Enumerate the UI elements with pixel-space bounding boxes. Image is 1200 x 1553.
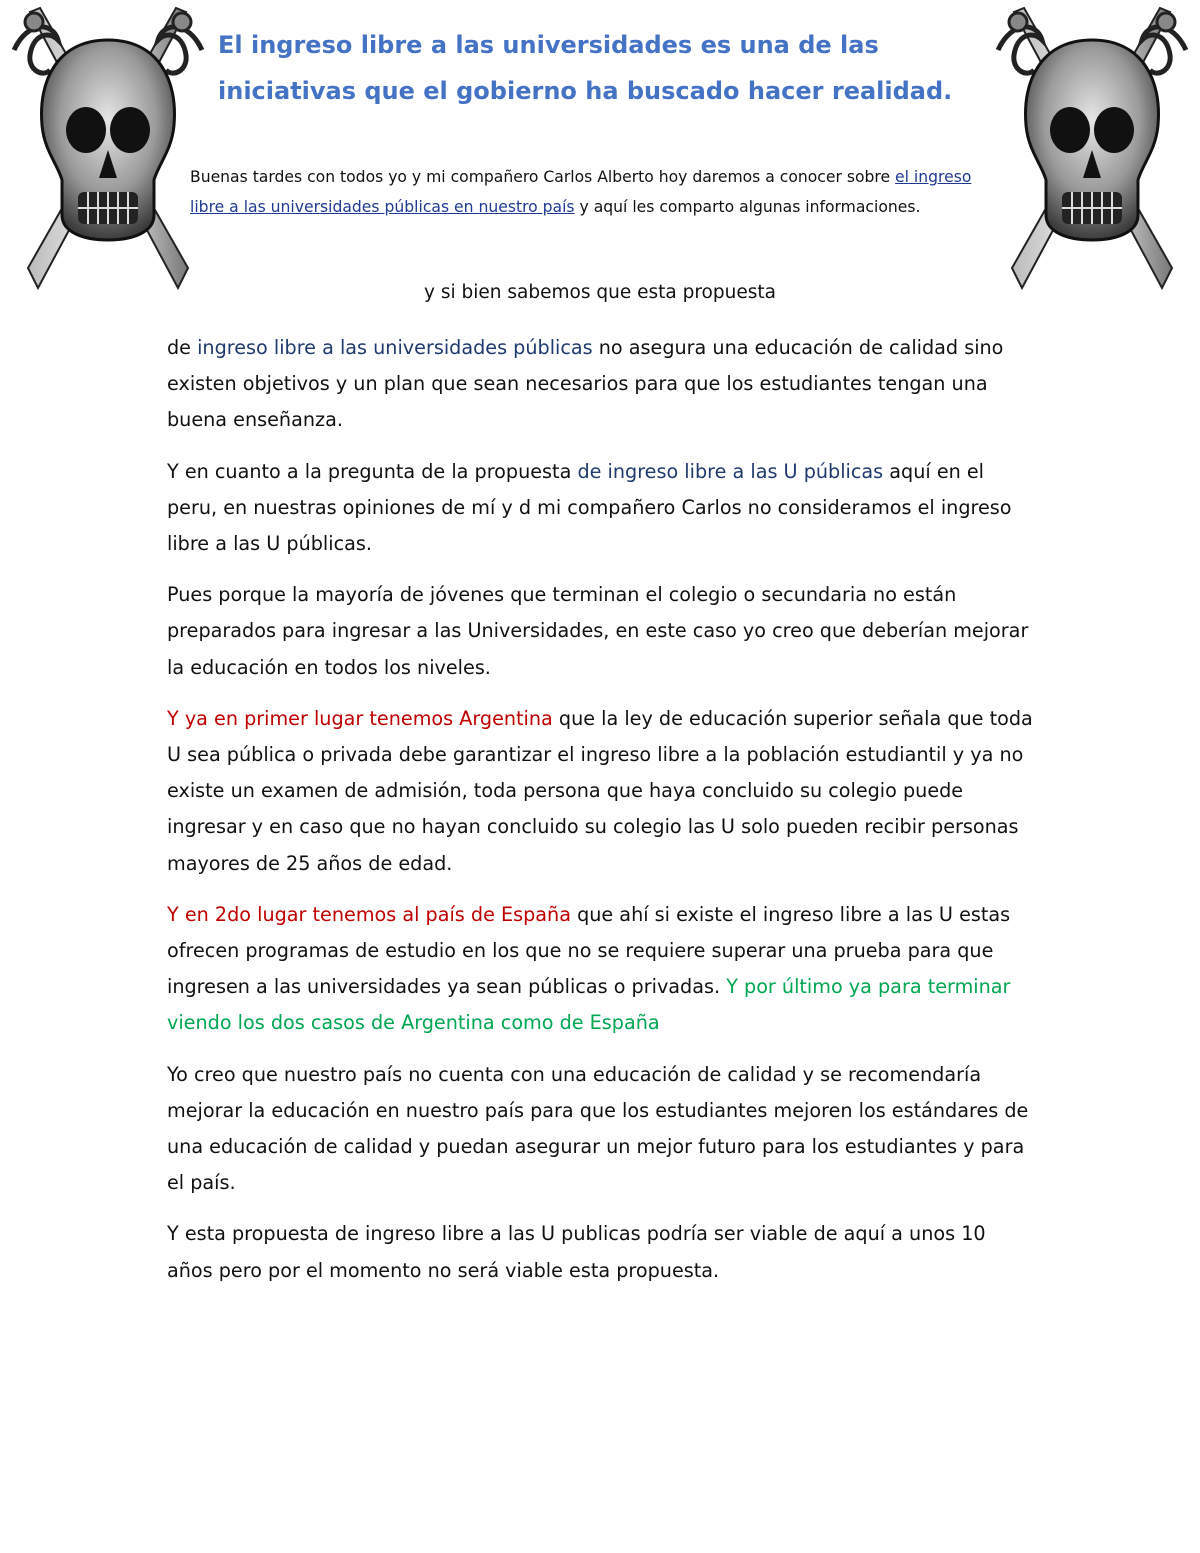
paragraph-1: [167, 330, 1037, 439]
intro-text-after: y aquí les comparto algunas informaciones.: [574, 198, 921, 216]
intro-paragraph: [190, 162, 1010, 222]
paragraph-2: [167, 454, 1037, 563]
skull-crossed-swords-icon: [992, 0, 1192, 295]
document-title: El ingreso libre a las universidades es una de las iniciativas que el gobierno ha buscado hacer realidad.: [218, 31, 953, 105]
skull-crossed-swords-icon: [8, 0, 208, 295]
paragraph-3: Pues porque la mayoría de jóvenes que terminan el colegio o secundaria no están preparados para ingresar a las Universidades, en este caso yo creo que deberían mejorar la educación en todos los niveles.: [167, 583, 1029, 679]
p5-highlight-green: Y por último ya para terminar viendo los dos casos de Argentina como de España: [167, 975, 1011, 1035]
paragraph-6: Yo creo que nuestro país no cuenta con una educación de calidad y se recomendaría mejorar la educación en nuestro país para que los estudiantes mejoren los estándares de una educación de calidad y puedan asegurar un mejor futuro para los estudiantes y para el país.: [167, 1062, 1029, 1195]
intro-text-before: Buenas tardes con todos yo y mi compañero Carlos Alberto hoy daremos a conocer sobre: [190, 168, 896, 186]
p2-text-c: aquí en el peru, en nuestras opiniones de mí y d mi compañero Carlos no consideramos el ingreso libre a las U públicas.: [167, 459, 1012, 556]
intro-link[interactable]: el ingreso libre a las universidades públicas en nuestro país: [190, 168, 972, 216]
p5-highlight-red: Y en 2do lugar tenemos al país de España: [167, 902, 571, 926]
paragraph-5: [167, 897, 1037, 1042]
p1-highlight: ingreso libre a las universidades públicas: [197, 336, 593, 359]
p5-text-b: que ahí si existe el ingreso libre a las U estas ofrecen programas de estudio en los que no se requiere superar una prueba para que ingresen a las universidades ya sean públicas o privadas.: [167, 902, 1011, 999]
body-text: [167, 330, 1037, 1304]
p4-text-b: que la ley de educación superior señala que toda U sea pública o privada debe garantizar el ingreso libre a la población estudiantil y ya no existe un examen de admisión, toda persona que haya concluido su colegio puede ingresar y en caso que no hayan concluido su colegio las U solo pueden recibir personas mayores de 25 años de edad.: [167, 706, 1033, 875]
paragraph-7: Y esta propuesta de ingreso libre a las U publicas podría ser viable de aquí a unos 10 años pero por el momento no será viable esta propuesta.: [167, 1222, 986, 1282]
lead-line: y si bien sabemos que esta propuesta: [424, 282, 776, 303]
paragraph-4: [167, 701, 1037, 882]
p2-text-a: Y en cuanto a la pregunta de la propuesta: [167, 459, 578, 483]
p2-highlight: de ingreso libre a las U públicas: [577, 459, 884, 483]
p4-highlight: Y ya en primer lugar tenemos Argentina: [167, 706, 553, 730]
p1-text-a: de: [167, 336, 198, 359]
p1-text-c: no asegura una educación de calidad sino existen objetivos y un plan que sean necesarios para que los estudiantes tengan una buena enseñanza.: [167, 336, 1004, 432]
